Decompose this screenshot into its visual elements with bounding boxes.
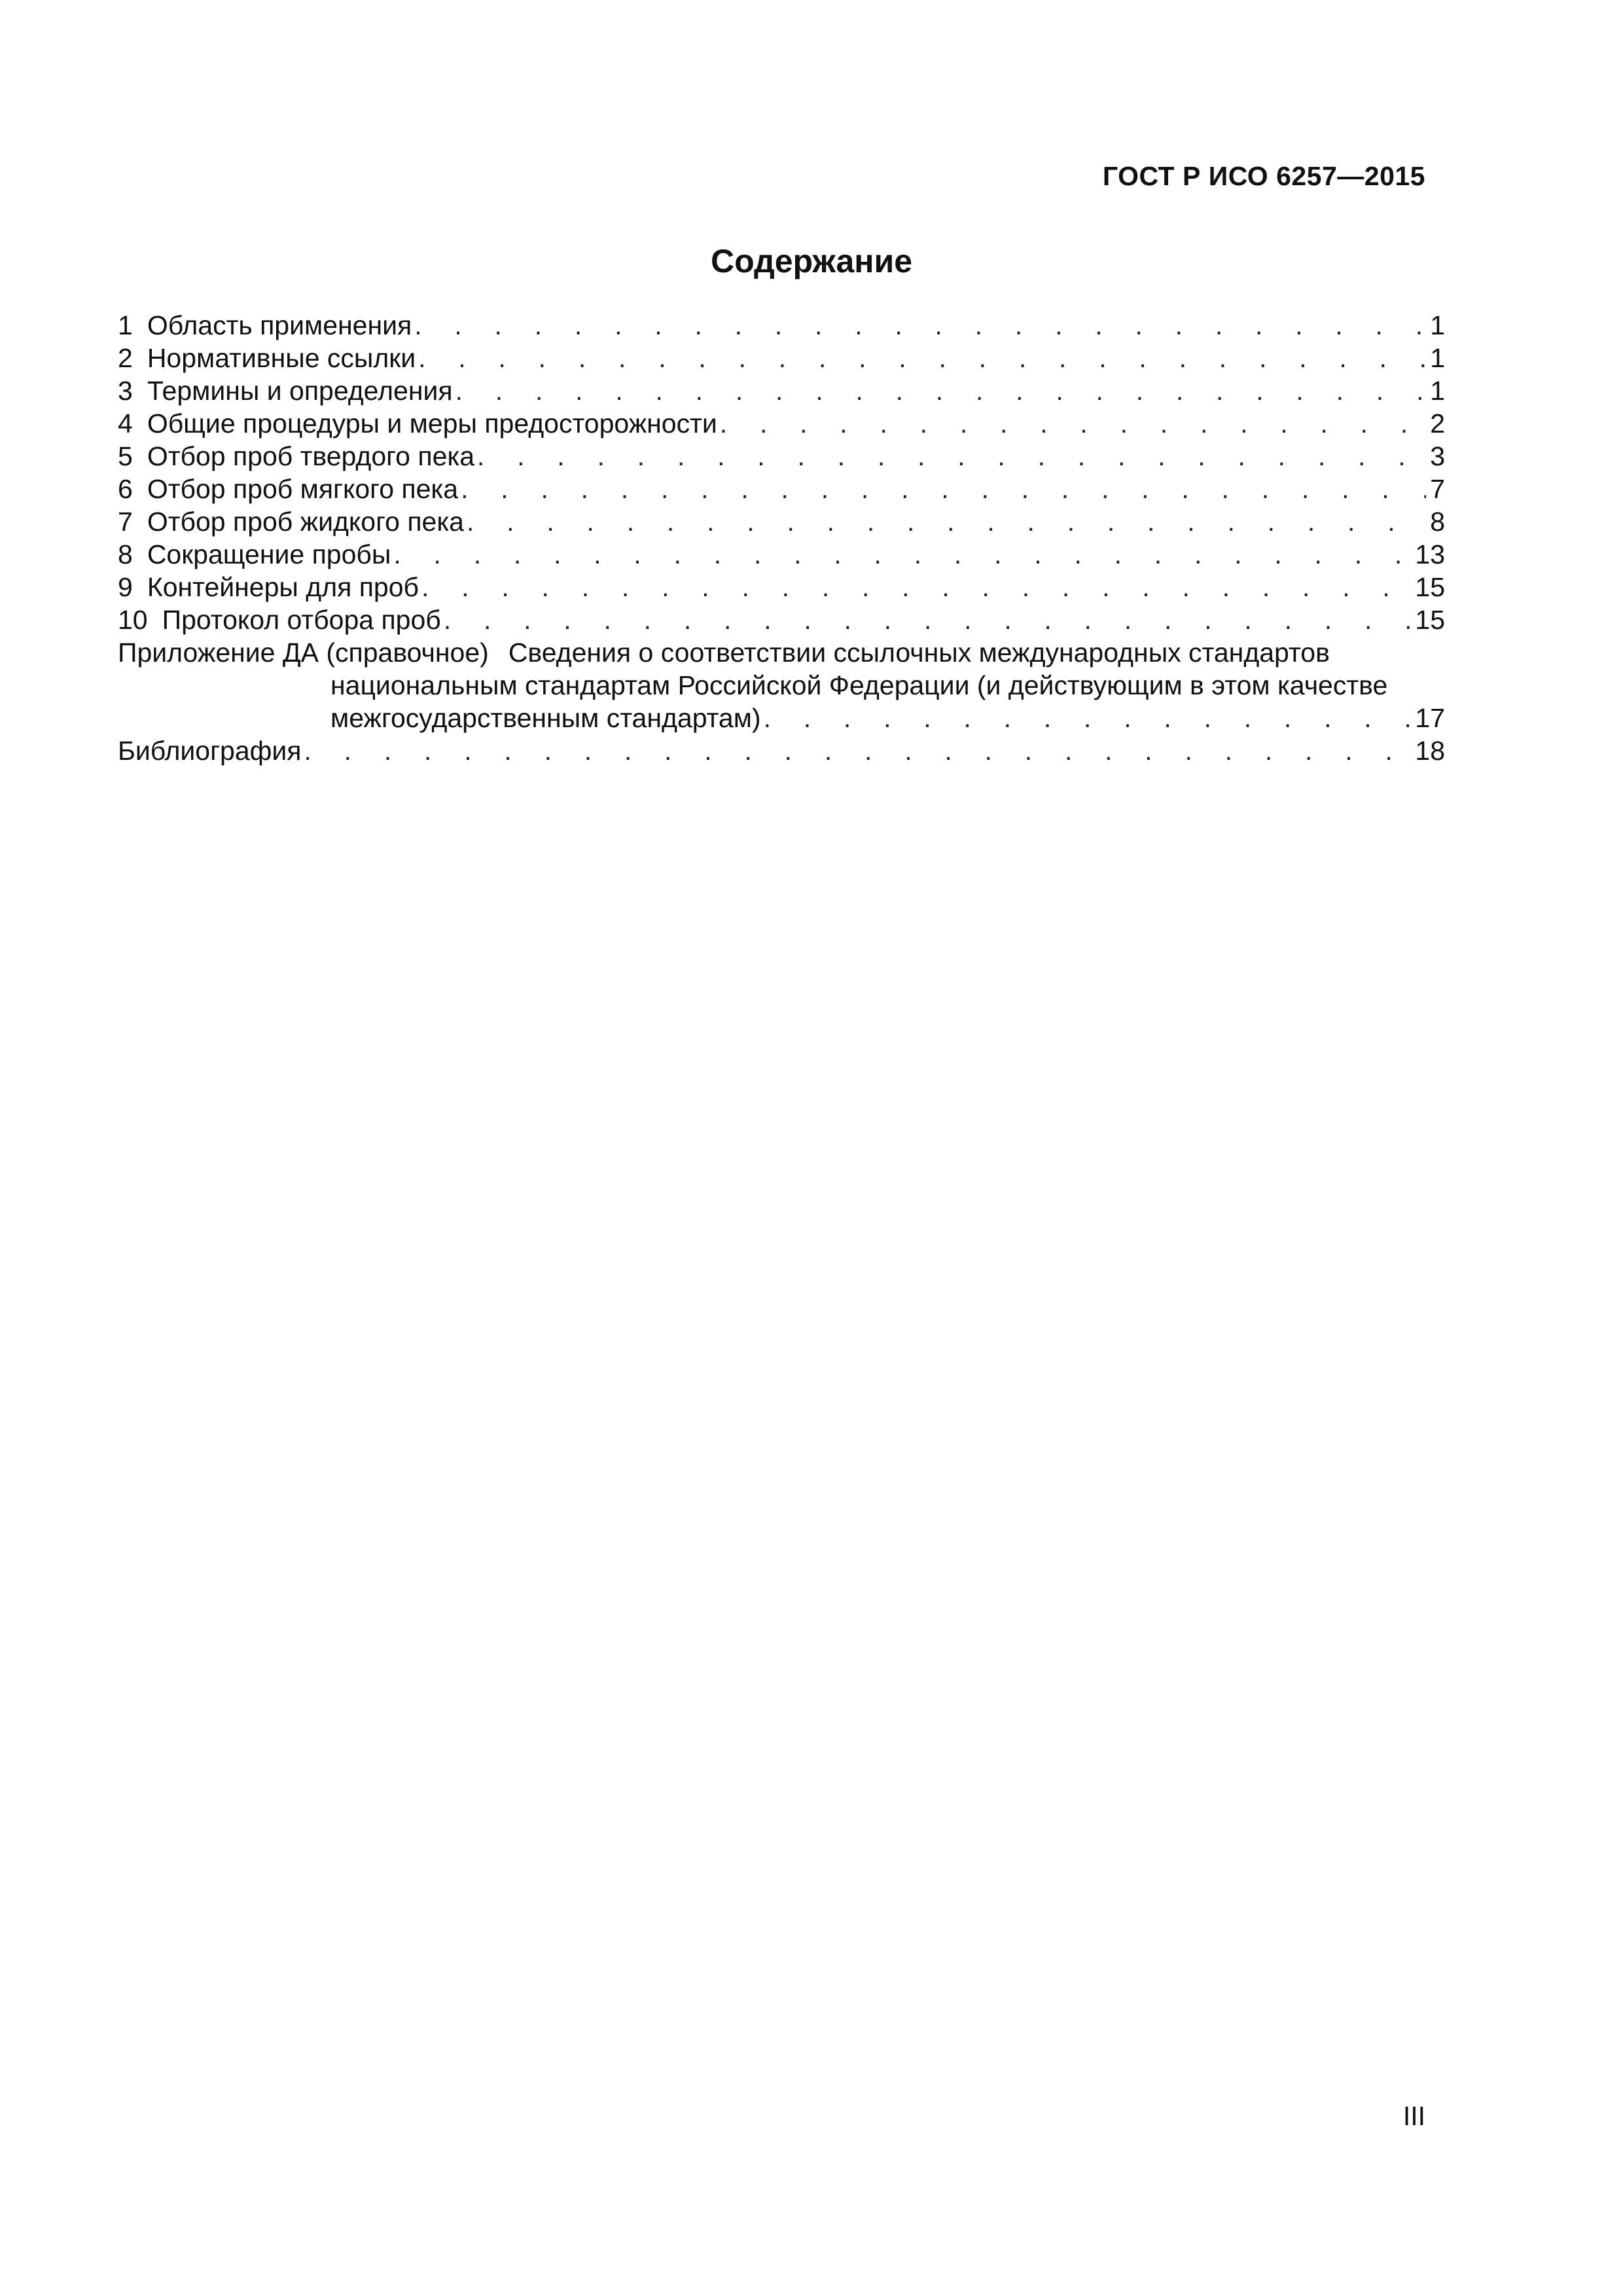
appendix-label: Приложение ДА (справочное) bbox=[118, 637, 489, 668]
dot-leader bbox=[477, 440, 1426, 473]
toc-item-number: 3 bbox=[118, 376, 133, 406]
table-of-contents bbox=[118, 309, 1445, 767]
toc-item-title: Отбор проб твердого пека bbox=[147, 441, 475, 471]
toc-item[interactable] bbox=[118, 374, 1445, 407]
toc-item-page: 1 bbox=[1430, 376, 1445, 406]
toc-item-number: 5 bbox=[118, 441, 133, 471]
toc-item[interactable] bbox=[118, 440, 1445, 473]
dot-leader bbox=[393, 538, 1411, 571]
toc-item-title: Термины и определения bbox=[147, 376, 453, 406]
toc-item[interactable] bbox=[118, 505, 1445, 538]
toc-item-number: 2 bbox=[118, 343, 133, 373]
dot-leader bbox=[764, 702, 1412, 734]
page-number: III bbox=[1402, 2101, 1425, 2131]
toc-item[interactable] bbox=[118, 603, 1445, 636]
toc-item[interactable] bbox=[118, 571, 1445, 603]
toc-item-title: Контейнеры для проб bbox=[147, 572, 419, 602]
appendix-title-line-1: Сведения о соответствии ссылочных международных стандартов bbox=[508, 637, 1330, 668]
toc-item-number: 7 bbox=[118, 507, 133, 537]
dot-leader bbox=[414, 309, 1426, 342]
toc-item-number: 1 bbox=[118, 310, 133, 340]
dot-leader bbox=[467, 505, 1426, 538]
toc-item[interactable] bbox=[118, 342, 1445, 374]
dot-leader bbox=[455, 374, 1427, 407]
toc-item-number: 10 bbox=[118, 605, 148, 635]
dot-leader bbox=[421, 571, 1411, 603]
appendix-title-line-2: национальным стандартам Российской Федерации (и действующим в этом качестве bbox=[330, 670, 1388, 700]
toc-item-title: Протокол отбора проб bbox=[162, 605, 441, 635]
toc-item-title: Область применения bbox=[147, 310, 412, 340]
toc-item-number: 8 bbox=[118, 539, 133, 569]
toc-item-page: 15 bbox=[1415, 572, 1445, 602]
toc-item-title: Сокращение пробы bbox=[147, 539, 391, 569]
toc-item[interactable] bbox=[118, 309, 1445, 342]
toc-item-page: 15 bbox=[1415, 605, 1445, 635]
toc-appendix-item[interactable] bbox=[118, 636, 1445, 734]
dot-leader bbox=[444, 603, 1412, 636]
toc-bibliography-item[interactable] bbox=[118, 734, 1445, 767]
toc-item-page: 2 bbox=[1430, 408, 1445, 439]
toc-item-title: Общие процедуры и меры предосторожности bbox=[147, 408, 717, 439]
toc-item-page: 1 bbox=[1430, 310, 1445, 340]
toc-item-number: 9 bbox=[118, 572, 133, 602]
toc-item[interactable] bbox=[118, 473, 1445, 505]
toc-title: Содержание bbox=[710, 243, 913, 279]
document-code: ГОСТ Р ИСО 6257—2015 bbox=[1102, 161, 1425, 191]
toc-item-number: 4 bbox=[118, 408, 133, 439]
toc-item-page: 13 bbox=[1415, 539, 1445, 569]
appendix-page: 17 bbox=[1415, 703, 1445, 733]
toc-item-title: Нормативные ссылки bbox=[147, 343, 416, 373]
appendix-title-line-3: межгосударственным стандартам) bbox=[330, 703, 761, 733]
toc-item-title: Отбор проб жидкого пека bbox=[147, 507, 464, 537]
dot-leader bbox=[304, 734, 1411, 767]
toc-item-title: Отбор проб мягкого пека bbox=[147, 474, 459, 504]
dot-leader bbox=[418, 342, 1426, 374]
toc-item[interactable] bbox=[118, 407, 1445, 440]
toc-item-page: 8 bbox=[1430, 507, 1445, 537]
toc-item-page: 7 bbox=[1430, 474, 1445, 504]
toc-item-page: 3 bbox=[1430, 441, 1445, 471]
bibliography-page: 18 bbox=[1415, 736, 1445, 766]
dot-leader bbox=[720, 407, 1426, 440]
toc-item-number: 6 bbox=[118, 474, 133, 504]
toc-item-page: 1 bbox=[1430, 343, 1445, 373]
dot-leader bbox=[461, 473, 1426, 505]
bibliography-title: Библиография bbox=[118, 736, 302, 766]
toc-item[interactable] bbox=[118, 538, 1445, 571]
